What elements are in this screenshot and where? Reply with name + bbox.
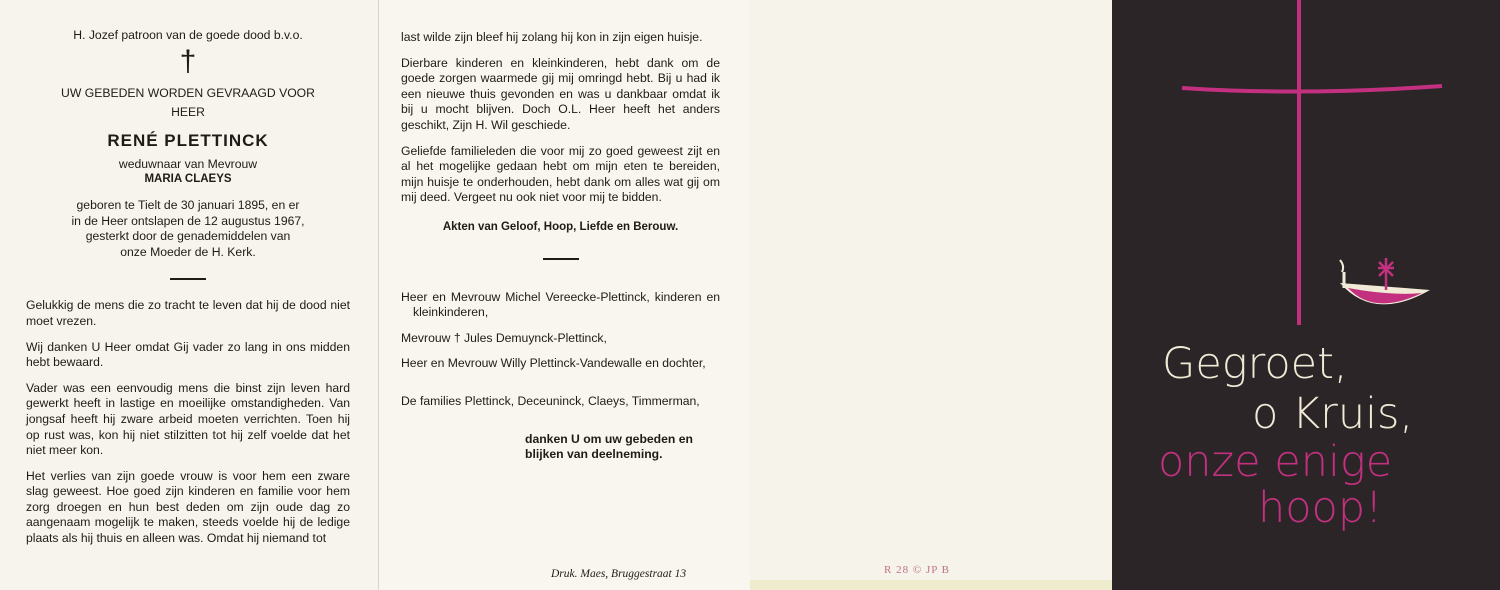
paragraph: Dierbare kinderen en kleinkinderen, hebt dank om de goede zorgen waarmede gij mij omringd hebt. Bij u had ik een nieuwe thuis gevonden en was u dankbaar omdat ik bij u mocht blijven. Doch O.L. Heer heeft het anders geschikt, Zijn H. Wil geschiede. [401,55,720,132]
paragraph: Geliefde familieleden die voor mij zo goed geweest zijt en al het mogelijke gedaan hebt om mijn eten te bereiden, mijn huisje te onderhouden, hebt dank om alles wat gij om mij deed. Vergeet nu ook niet voor mij te bidden. [401,143,720,205]
paragraph: Gelukkig de mens die zo tracht te leven dat hij de dood niet moet vrezen. [26,298,350,328]
birth-death-block [26,198,350,260]
paragraph: Wij danken U Heer omdat Gij vader zo lang in ons midden hebt bewaard. [26,339,350,370]
motto-line: hoop! [1258,483,1383,533]
widower-of: weduwnaar van Mevrouw [118,156,258,171]
paragraph: last wilde zijn bleef hij zolang hij kon in zijn eigen huisje. [401,30,703,44]
birth-line: onze Moeder de H. Kerk. [120,244,256,259]
card-left-panel [0,0,378,590]
paragraph: Vader was een eenvoudig mens die binst zijn leven hard gewerkt heeft in lastige en moeilijke omstandigheden. Van jongsaf heeft hij zware arbeid moeten verrichten. Toen hij op rust was, kon hij niet stilzitten tot hij zelf voelde dat het niet meer kon. [26,380,350,458]
acts-of-faith: Akten van Geloof, Hoop, Liefde en Berouw. [442,220,679,233]
birth-line: gesterkt door de genademiddelen van [85,229,291,244]
cross-icon [1182,0,1442,325]
spouse-name: MARIA CLAEYS [144,173,232,186]
motto-line: Gegroet, [1162,339,1348,389]
deceased-name: RENÉ PLETTINCK [107,130,269,150]
print-code: R 28 © JP B [884,564,951,576]
patron-header: H. Jozef patroon van de goede dood b.v.o. [73,28,303,42]
paragraph: Het verlies van zijn goede vrouw is voor hem een zware slag geweest. Hoe goed zijn kinderen en familie voor hem zorg droegen en hun best deden om zijn oude dag zo aangenaam mogelijk te maken, steeds voelde hij de ledige plaats als hij thuis en alleen was. Omdat hij niemand tot [26,468,350,546]
card-middle-panel [378,0,750,590]
family-line: Mevrouw † Jules Demuynck-Plettinck, [401,330,607,345]
card-cover-panel [1112,0,1500,590]
paper-edge [750,580,1112,590]
motto-line: onze enige [1158,437,1393,487]
prayer-request-line1: UW GEBEDEN WORDEN GEVRAAGD VOOR [61,85,315,100]
oil-lamp-icon [1340,258,1430,304]
divider [543,258,579,260]
thanks-line: blijken van deelneming. [525,447,663,462]
family-line: De families Plettinck, Deceuninck, Claeys, Timmerman, [401,393,700,408]
birth-line: geboren te Tielt de 30 januari 1895, en er [76,197,300,212]
family-line: Heer en Mevrouw Michel Vereecke-Plettinck, kinderen en kleinkinderen, [401,289,720,320]
motto-line: o Kruis, [1252,389,1414,439]
cross-symbol: † [179,44,197,78]
family-line: Heer en Mevrouw Willy Plettinck-Vandewalle en dochter, [401,356,706,371]
divider [170,278,206,280]
birth-line: in de Heer ontslapen de 12 augustus 1967, [71,213,305,228]
prayer-request-line2: HEER [171,105,205,120]
printer-imprint: Druk. Maes, Bruggestraat 13 [551,568,687,580]
card-blank-panel [750,0,1112,590]
thanks-line: danken U om uw gebeden en [525,431,693,446]
